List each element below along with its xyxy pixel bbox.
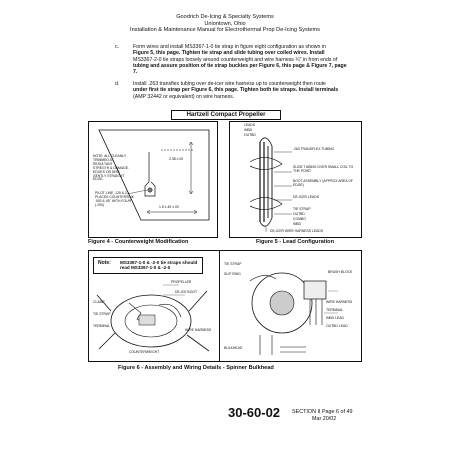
fig6-right-label: BRUSH BLOCK: [328, 270, 353, 274]
fig5-label: DE-ICER WIRE HARNESS LEADS: [270, 229, 324, 233]
figure-6-right-panel: [220, 251, 361, 361]
fig4-dim-bottom: 1.5 ±.45 ±.00: [159, 205, 179, 209]
fig6-left-label: COUNTERWEIGHT: [129, 350, 160, 354]
figure-6-caption: Figure 6 - Assembly and Wiring Details - Spinner Bulkhead: [118, 365, 274, 371]
fig5-label: SLIDE TUBING OVER SMALL COIL TO THE POINT: [293, 165, 354, 173]
step-d-line: under first tie strap per Figure 6, this page. Tighten both tie straps. Install terminals: [133, 87, 339, 94]
fig6-left-label: WIRE HARNESS: [185, 328, 212, 332]
fig6-right-label: SLIP RING: [224, 272, 241, 276]
step-c-text: [133, 44, 433, 75]
fig6-left-label: PROPELLER: [171, 280, 192, 284]
figure-4-box: [88, 121, 218, 238]
header-location: Uniontown, Ohio: [204, 20, 246, 27]
fig4-dim-top: 2.38 ±.00: [169, 157, 184, 161]
figure-6-left-drawing: [89, 251, 219, 361]
header-manual-title: Installation & Maintenance Manual for Electrothermal Prop De-Icing Systems: [130, 27, 320, 33]
footer-doc-number: 30-60-02: [228, 405, 281, 420]
fig6-right-label: TIE STRAP: [224, 262, 242, 266]
fig5-label: OUTBD: [293, 212, 305, 216]
fig6-left-label: CLAMP: [93, 300, 105, 304]
fig6-note-label: Note:: [98, 260, 111, 266]
fig5-label: BOOT ASSEMBLY (APPROX AREA OF EDGE): [293, 179, 353, 187]
step-c-letter: c.: [115, 44, 120, 50]
fig5-label: INBD: [293, 222, 302, 226]
figure-5-caption: Figure 5 - Lead Configuration: [256, 239, 335, 245]
fig6-left-label: DE-ICE BOOT: [175, 290, 198, 294]
step-d-line: Install .263 transflex tubing over de-icer wire harness up to counterweight then route: [133, 81, 326, 87]
fig6-note-text: MS3367-1-0 & -2-0 tie straps should read MS3367-1-0 & -2-0: [120, 260, 198, 271]
fig4-hole-label: PILOT LINE .125 & 2 PLACES COUNTERSINK .500 & 45° WITH FOUR (.290): [95, 191, 135, 207]
step-c-line: MS3367-2-0 tie straps loosely around counterweight and wire harness ¼" in from ends of: [133, 56, 338, 63]
step-d-line: (AMP 32442 or equivalent) on wire harness.: [133, 93, 235, 100]
step-c-line: tubing and assure position of tie strap buckles per Figure 6, this page & Figure 7, page: [133, 62, 347, 69]
figure-5-box: [229, 121, 362, 238]
figure-6-box: [88, 250, 362, 362]
fig5-label: INBD: [244, 128, 253, 132]
figure-6-right-drawing: [220, 251, 361, 361]
fig5-label: OUTBD: [244, 133, 256, 137]
fig5-label: LEADS: [244, 123, 256, 127]
fig5-label: .263 TRANSFLEX TUBING: [293, 147, 335, 151]
fig5-label: COMBO: [293, 217, 306, 221]
fig6-right-label: OUTBD LEAD: [326, 324, 348, 328]
figure-6-left-panel: [89, 251, 220, 361]
footer-date: Mar 20/02: [312, 416, 337, 422]
fig6-right-label: TERMINAL: [326, 308, 344, 312]
panel-title: Hartzell Compact Propeller: [171, 110, 281, 120]
header-company: Goodrich De-Icing & Specialty Systems: [176, 14, 274, 20]
fig6-right-label: WIRE HARNESS: [326, 300, 353, 304]
fig5-label: DE-ICER LEADS: [293, 195, 320, 199]
step-c-line: Form wires and install MS3367-1-0 tie strap in figure eight configuration as shown in: [133, 44, 326, 50]
fig5-label: TIE STRAP: [293, 207, 311, 211]
fig6-right-label: BULKHEAD: [224, 346, 243, 350]
fig6-left-label: TIE STRAP: [93, 312, 111, 316]
fig6-right-label: INBD LEAD: [326, 316, 344, 320]
figure-4-caption: Figure 4 - Counterweight Modification: [88, 239, 189, 245]
step-d-text: [133, 81, 433, 100]
fig6-left-label: TERMINAL: [93, 324, 111, 328]
step-c-line: 7.: [133, 69, 138, 76]
footer-section: SECTION II Page 6 of 49: [292, 409, 353, 415]
step-c-line: Figure 5, this page. Tighten tie strap and slide tubing over coiled wires. Install: [133, 50, 325, 57]
fig4-note: NOTE: ALL CLEANLY TRIMMED AT RESULTANT STREGTH & DAMAGE. EDGES ON DISC GENTLY STRAIGHT EDGE.: [93, 154, 129, 182]
step-d-letter: d.: [115, 81, 120, 87]
